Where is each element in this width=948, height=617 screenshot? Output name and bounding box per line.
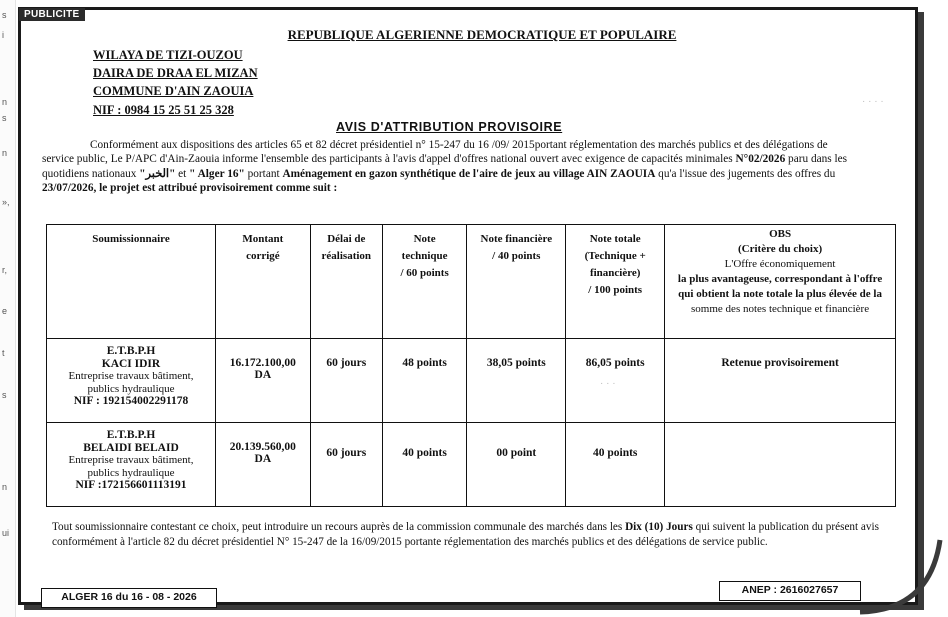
header-line: / 60 points — [400, 267, 449, 279]
montant-value: 20.139.560,00 — [229, 441, 296, 453]
company-desc: publics hydraulique — [87, 466, 175, 479]
bleed-letter: r, — [2, 265, 8, 275]
header-line: (Technique + — [584, 250, 646, 262]
wilaya-line: WILAYA DE TIZI-OUZOU — [93, 48, 243, 62]
frame-shadow-right — [918, 12, 924, 608]
bidder-cell — [47, 423, 216, 507]
montant-cell — [215, 423, 310, 507]
note-tech-cell: 40 points — [382, 423, 466, 507]
footer-text: qui suivent la publication du présent avis conformément à l'article 82 du décret présidentiel N° 15-247 de la 16/09/2015 portante réglementation des marchés publics et des délégations de service public. — [52, 521, 879, 548]
header-obs — [665, 225, 896, 339]
bleed-letter: s — [2, 113, 7, 123]
note-totale-cell: 86,05 points — [566, 339, 665, 423]
attribution-table — [46, 224, 896, 507]
header-line: Note totale — [589, 233, 641, 245]
bleed-letter: n — [2, 482, 8, 492]
company-name: KACI IDIR — [101, 357, 161, 370]
para-text: qu'a l'issue des jugements des offres du — [655, 167, 836, 180]
publication-date-box: ALGER 16 du 16 - 08 - 2026 — [41, 588, 217, 608]
currency: DA — [254, 369, 272, 381]
header-line: réalisation — [321, 250, 372, 262]
daira-line: DAIRA DE DRAA EL MIZAN — [93, 66, 258, 80]
obs-title: OBS — [769, 228, 792, 240]
bidder-cell — [47, 339, 216, 423]
table-row — [47, 339, 896, 423]
header-line: Délai de — [327, 233, 366, 245]
company-type: E.T.B.P.H — [106, 429, 156, 441]
company-desc: publics hydraulique — [87, 382, 175, 395]
bleed-letter: n — [2, 148, 8, 158]
bleed-letter: e — [2, 306, 8, 316]
bleed-letter: n — [2, 97, 8, 107]
publicite-label: PUBLICITE — [19, 8, 85, 21]
obs-line: la plus avantageuse, correspondant à l'offre — [677, 273, 883, 285]
header-line: / 100 points — [588, 284, 643, 296]
bleed-letter: s — [2, 390, 7, 400]
delai-cell: 60 jours — [310, 423, 382, 507]
republic-heading: REPUBLIQUE ALGERIENNE DEMOCRATIQUE ET POPULAIRE — [287, 27, 677, 42]
para-text: portant — [244, 167, 283, 180]
table-header-row — [47, 225, 896, 339]
obs-cell: Retenue provisoirement — [665, 339, 896, 423]
header-note-financiere — [467, 225, 566, 339]
header-line: Montant — [242, 233, 284, 245]
montant-value: 16.172.100,00 — [229, 357, 296, 369]
newspaper-name: " Alger 16" — [189, 167, 245, 180]
header-montant — [215, 225, 310, 339]
bleed-letter: », — [2, 197, 10, 207]
obs-line: L'Offre économiquement — [724, 258, 836, 270]
obs-line: qui obtient la note totale la plus élevée de la — [678, 288, 882, 300]
company-nif: NIF :172156601113191 — [75, 479, 187, 491]
evaluation-date: 23/07/2026 — [42, 181, 94, 194]
obs-subtitle: (Critère du choix) — [738, 243, 823, 255]
note-tech-cell: 48 points — [382, 339, 466, 423]
avis-number: N°02/2026 — [735, 153, 786, 166]
recourse-delay: Dix (10) Jours — [625, 521, 693, 533]
newspaper-name: "الخبر" — [139, 167, 176, 180]
header-line: / 40 points — [492, 250, 541, 262]
intro-paragraph — [42, 138, 862, 195]
bleed-letter: ui — [2, 528, 10, 538]
company-name: BELAIDI BELAID — [83, 441, 179, 454]
note-fin-cell: 38,05 points — [467, 339, 566, 423]
bleed-through-text: · · · — [600, 378, 616, 389]
header-line: Note financière — [480, 233, 553, 245]
para-text: et — [175, 167, 190, 180]
header-line: technique — [401, 250, 448, 262]
para-text: Conformément aux dispositions des articles 65 et 82 décret présidentiel n° 15-247 du 16 /09/ 2015portant réglementation des marchés publics et des délégations de service public, Le P/APC d'Ain-Zaouia informe l'ensemble des participants à l'avis d'appel d'offres national ouvert avec exigence de capacités minimales — [42, 139, 828, 166]
note-fin-cell: 00 point — [467, 423, 566, 507]
anep-reference-box: ANEP : 2616027657 — [719, 581, 861, 601]
header-note-totale — [566, 225, 665, 339]
adjacent-column-bleed — [0, 0, 16, 617]
bleed-through-text: · · · · — [862, 96, 884, 107]
company-type: E.T.B.P.H — [106, 345, 156, 357]
delai-cell: 60 jours — [310, 339, 382, 423]
obs-cell — [665, 423, 896, 507]
company-nif: NIF : 192154002291178 — [73, 395, 189, 407]
header-line: financière) — [589, 267, 641, 279]
table-row — [47, 423, 896, 507]
obs-line: somme des notes technique et financière — [691, 303, 870, 315]
recourse-paragraph — [52, 520, 882, 550]
para-text: paru dans les quotidiens nationaux — [42, 153, 848, 180]
header-soumissionnaire: Soumissionnaire — [47, 225, 216, 339]
bleed-letter: t — [2, 348, 5, 358]
currency: DA — [254, 453, 272, 465]
header-line: corrigé — [246, 250, 280, 262]
para-text: , le projet est attribué provisoirement comme suit : — [93, 181, 338, 194]
header-note-technique — [382, 225, 466, 339]
company-desc: Entreprise travaux bâtiment, — [68, 454, 194, 466]
commune-line: COMMUNE D'AIN ZAOUIA — [93, 84, 254, 98]
note-totale-cell: 40 points — [566, 423, 665, 507]
bleed-letter: i — [2, 30, 4, 40]
nif-line: NIF : 0984 15 25 51 25 328 — [93, 103, 234, 117]
montant-cell — [215, 339, 310, 423]
notice-title: AVIS D'ATTRIBUTION PROVISOIRE — [336, 120, 563, 134]
company-desc: Entreprise travaux bâtiment, — [68, 370, 194, 382]
bleed-letter: s — [2, 10, 7, 20]
header-delai — [310, 225, 382, 339]
project-name: Aménagement en gazon synthétique de l'aire de jeux au village AIN ZAOUIA — [282, 167, 656, 180]
footer-text: Tout soumissionnaire contestant ce choix, peut introduire un recours auprès de la commission communale des marchés dans les — [52, 521, 626, 533]
header-line: Note — [413, 233, 436, 245]
